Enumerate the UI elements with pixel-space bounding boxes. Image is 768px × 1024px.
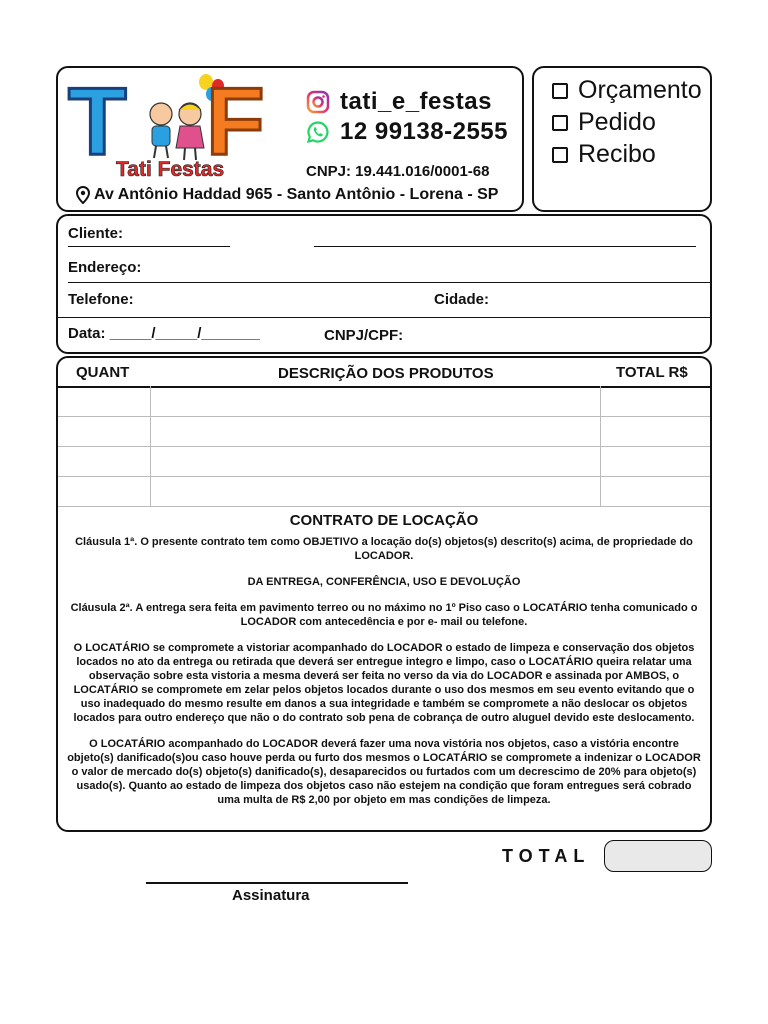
total-label: TOTAL xyxy=(502,846,591,866)
address-row xyxy=(76,186,498,204)
option-recibo-label: Recibo xyxy=(578,140,656,168)
brand-letter-t: T xyxy=(68,72,127,175)
data-field[interactable]: Data: _____/_____/_______ xyxy=(68,325,260,342)
whatsapp-icon xyxy=(306,120,330,144)
total-field[interactable] xyxy=(604,840,712,872)
cliente-line-1[interactable] xyxy=(68,246,230,247)
table-row[interactable] xyxy=(58,476,710,477)
whatsapp-row xyxy=(306,118,508,146)
rental-contract xyxy=(66,506,702,819)
brand-name: Tati Festas xyxy=(116,158,225,181)
cidade-label: Cidade: xyxy=(434,291,490,308)
col-description-header: DESCRIÇÃO DOS PRODUTOS xyxy=(278,365,494,382)
col-divider-total xyxy=(600,386,601,506)
option-pedido[interactable] xyxy=(552,108,656,137)
signature-label: Assinatura xyxy=(232,887,310,904)
clause-1: Cláusula 1ª. O presente contrato tem como OBJETIVO a locação do(s) objetos(s) descrito(s) acima, de propriedade do LOCADOR. xyxy=(75,536,693,562)
products-contract-box xyxy=(56,356,712,832)
client-info-box xyxy=(56,214,712,354)
instagram-icon xyxy=(306,90,330,114)
location-pin-icon xyxy=(76,186,90,204)
pedido-checkbox[interactable] xyxy=(552,115,568,131)
signature-line[interactable] xyxy=(146,882,408,884)
brand-letter-f: F xyxy=(206,72,265,175)
instagram-row xyxy=(306,88,492,116)
col-quant-header: QUANT xyxy=(76,364,130,381)
cliente-label: Cliente: xyxy=(68,225,124,242)
option-orcamento[interactable] xyxy=(552,76,702,105)
whatsapp-number: 12 99138-2555 xyxy=(340,118,508,145)
clause-2: Cláusula 2ª. A entrega sera feita em pavimento terreo ou no máximo no 1º Piso caso o LOCATÁRIO tenha comunicado o LOCADOR com antecedência e por e- mail ou telefone. xyxy=(70,602,698,628)
cliente-line-2[interactable] xyxy=(314,246,696,247)
company-address: Av Antônio Haddad 965 - Santo Antônio - Lorena - SP xyxy=(94,186,499,203)
option-orcamento-label: Orçamento xyxy=(578,76,702,104)
table-row[interactable] xyxy=(58,416,710,417)
endereco-label: Endereço: xyxy=(68,259,142,276)
telefone-cidade-line[interactable] xyxy=(58,317,710,318)
col-total-header: TOTAL R$ xyxy=(616,364,688,381)
products-header-divider xyxy=(58,386,710,388)
document-type-box xyxy=(532,66,712,212)
recibo-checkbox[interactable] xyxy=(552,147,568,163)
company-cnpj: CNPJ: 19.441.016/0001-68 xyxy=(306,163,490,180)
option-pedido-label: Pedido xyxy=(578,108,656,136)
endereco-line[interactable] xyxy=(68,282,710,283)
header-box xyxy=(56,66,524,212)
section-heading: DA ENTREGA, CONFERÊNCIA, USO E DEVOLUÇÃO xyxy=(247,576,521,588)
contract-title: CONTRATO DE LOCAÇÃO xyxy=(289,512,479,529)
instagram-handle: tati_e_festas xyxy=(340,88,492,115)
tati-festas-logo xyxy=(66,72,296,184)
option-recibo[interactable] xyxy=(552,140,656,169)
damage-clause: O LOCATÁRIO acompanhado do LOCADOR deverá fazer uma nova vistória nos objetos, caso a vistória encontre objeto(s) danificado(s)ou caso houve perda ou furto dos mesmos o LOCATÁRIO se compromete a indenizar o LOCADOR o valor de mercado do(s) objeto(s) danificado(s), desaparecidos ou furtados com um decrescimo de 20% para objeto(s) usado(s). Quanto ao estado de limpeza dos objetos caso não estejem na condição que foram entregues será cobrado uma multa de R$ 2,00 por objeto em mas condições de limpeza. xyxy=(67,738,701,806)
inspection-clause: O LOCATÁRIO se compromete a vistoriar acompanhado do LOCADOR o estado de limpeza e conservação dos objetos locados no ato da entrega ou retirada que deverá ser entregue integro e limpo, caso o LOCATÁRIO queira relatar uma observação sobre esta vistoria a mesma deverá ser feita no verso da via do LOCADOR e assinada por AMBOS, o LOCATÁRIO se compromete em zelar pelos objetos locados durante o uso dos mesmos em seu evento evitando que o uso inadequado do mesmo resulte em danos a sua integridade e também se compromete a não deslocar os objetos locados para outro endereço que não o do contrato sob pena de cobrança de outro aluguel devido este deslocamento. xyxy=(73,642,695,724)
col-divider-quant xyxy=(150,386,151,506)
cnpj-cpf-label: CNPJ/CPF: xyxy=(324,327,404,344)
orcamento-checkbox[interactable] xyxy=(552,83,568,99)
table-row[interactable] xyxy=(58,446,710,447)
telefone-label: Telefone: xyxy=(68,291,134,308)
